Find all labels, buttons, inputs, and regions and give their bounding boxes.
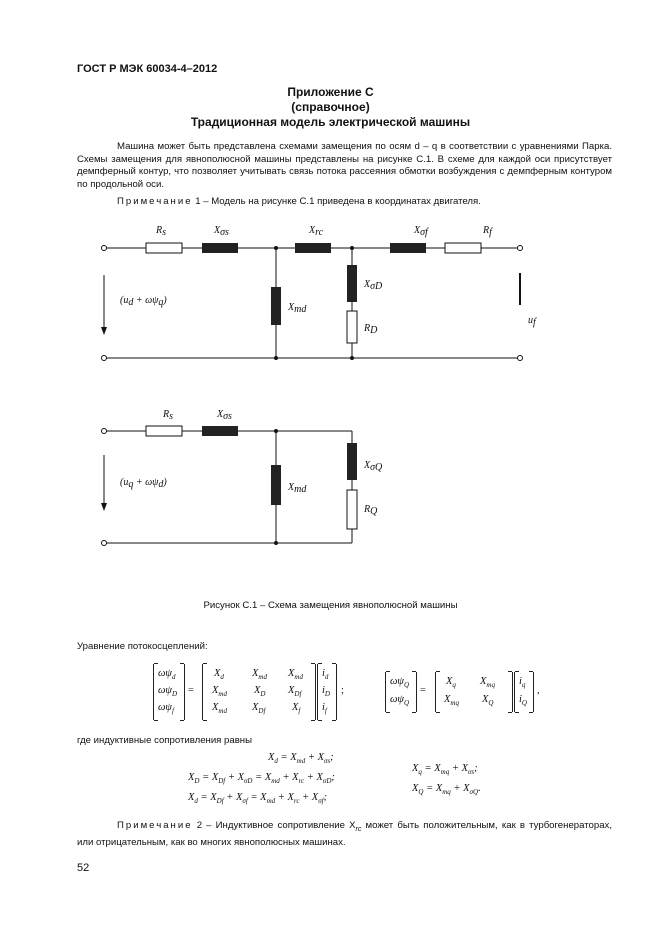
- label-q-rq: RQ: [364, 504, 378, 517]
- label-d-voltage: (ud + ωψq): [120, 295, 167, 308]
- terminal-q-top: [102, 429, 107, 434]
- note-1: Примечание 1 – Модель на рисунке С.1 приведена в координатах двигателя.: [117, 196, 481, 207]
- terminal-bottom-left: [102, 356, 107, 361]
- page-number: 52: [77, 862, 90, 874]
- reactance-xsd: [347, 265, 357, 302]
- label-q-xsq: XσQ: [364, 460, 383, 473]
- label-xss: Xσs: [214, 225, 229, 238]
- resistor-rd: [347, 311, 357, 343]
- label-xsf: Xσf: [414, 225, 428, 238]
- resistor-q-rq: [347, 490, 357, 529]
- label-rf: Rf: [483, 225, 492, 238]
- label-q-xss: Xσs: [217, 409, 232, 422]
- terminal-q-bottom: [102, 541, 107, 546]
- intro-paragraph: Машина может быть представлена схемами замещения по осям d – q в соответствии с уравнениями Парка. Схемы замещения для явнополюсной машины представлены на рисунке С.1. В схеме для каждой оси присутствует демпферный контур, что позволяет учитывать связь потока рассеяния обмотки возбуждения с демпферным контуром по продольной оси.: [77, 141, 612, 190]
- reactance-xrc: [295, 243, 331, 253]
- arrow-icon: [101, 503, 107, 511]
- terminal-bottom-right: [518, 356, 523, 361]
- arrow-icon: [101, 327, 107, 335]
- reactance-q-xsq: [347, 443, 357, 480]
- label-xsd: XσD: [364, 279, 383, 292]
- appendix-title: Приложение C: [287, 85, 374, 99]
- label-xmd: Xmd: [288, 302, 307, 315]
- label-rd: RD: [364, 323, 378, 336]
- reactance-label: где индуктивные сопротивления равны: [77, 735, 253, 746]
- terminal-top-left: [102, 246, 107, 251]
- label-uf: uf: [528, 315, 536, 328]
- figure-caption: Рисунок С.1 – Схема замещения явнополюсной машины: [203, 600, 458, 611]
- reactance-q-xmd: [271, 465, 281, 505]
- resistor-rf: [445, 243, 481, 253]
- reactance-q-xss: [202, 426, 238, 436]
- appendix-heading: Традиционная модель электрической машины: [190, 115, 471, 129]
- reactance-xsf: [390, 243, 426, 253]
- note-2: Примечание 2 – Индуктивное сопротивление $X_{rc}$ может быть положительным, как в турбогенераторах, или отрицательным, как во многих явнополюсных машинах.: [77, 820, 612, 848]
- label-xrc: Xrc: [309, 225, 324, 238]
- reactance-xmd: [271, 287, 281, 325]
- q-axis-circuit: [90, 395, 390, 555]
- appendix-subtitle: (справочное): [291, 100, 370, 114]
- label-q-rs: Rs: [163, 409, 174, 422]
- label-rs: Rs: [156, 225, 167, 238]
- terminal-top-right: [518, 246, 523, 251]
- document-id: ГОСТ Р МЭК 60034-4–2012: [77, 63, 218, 75]
- label-q-voltage: (uq + ωψd): [120, 477, 167, 490]
- d-axis-circuit: [90, 215, 540, 385]
- flux-label: Уравнение потокосцеплений:: [77, 641, 208, 652]
- label-q-xmd: Xmd: [288, 482, 307, 495]
- resistor-rs: [146, 243, 182, 253]
- reactance-xss: [202, 243, 238, 253]
- resistor-q-rs: [146, 426, 182, 436]
